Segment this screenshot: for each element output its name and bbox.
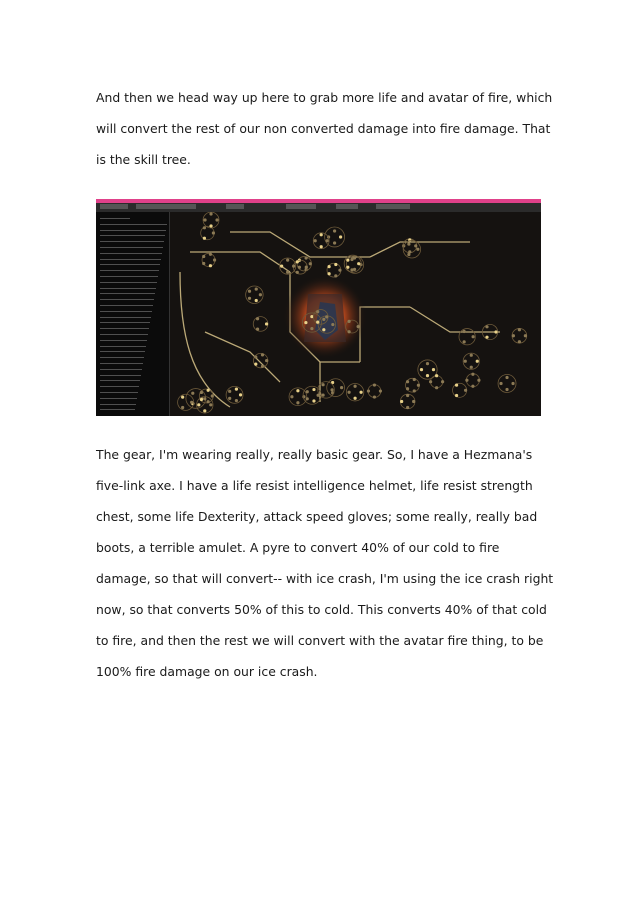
sidebar-stat-line [100,235,165,236]
sidebar-stat-line [100,299,154,300]
sidebar-stat-line [100,340,147,341]
sidebar-stat-line [100,375,141,376]
sidebar-stat-line [100,386,139,387]
sidebar-stat-line [100,322,150,323]
sidebar-stat-line [100,317,151,318]
sidebar-stat-line [100,404,136,405]
sidebar-stat-line [100,409,135,410]
sidebar-stat-line [100,293,155,294]
sidebar-stat-line [100,311,152,312]
sidebar-stat-line [100,346,146,347]
sidebar-stat-line [100,276,158,277]
sidebar-stat-line [100,392,138,393]
sidebar-stat-line [100,369,142,370]
sidebar-stat-line [100,241,164,242]
skill-tree-screenshot [96,199,541,416]
sidebar-stat-line [100,270,159,271]
paragraph-gear: The gear, I'm wearing really, really basic gear. So, I have a Hezmana's five-link axe. I have a life resist intelligence helmet, life resist strength chest, some life Dexterity, attack speed gloves; some really, really bad boots, a terrible amulet. A pyre to convert 40% of our cold to fire damage, so that will convert-- with ice crash, I'm using the ice crash right now, so that converts 50% of this to cold. This converts 40% of that cold to fire, and then the rest we will convert with the avatar fire thing, to be 100% fire damage on our ice crash. [96,447,554,679]
sidebar-stat-line [100,247,163,248]
sidebar-stat-line [100,282,157,283]
passive-skill-tree [170,212,541,416]
sidebar-stat-line [100,218,130,219]
paragraph-intro: And then we head way up here to grab more life and avatar of fire, which will convert the rest of our non converted damage into fire damage. That is the skill tree. [96,90,553,167]
sidebar-stat-line [100,253,162,254]
sidebar-stat-line [100,363,143,364]
sidebar-stat-line [100,224,167,225]
sidebar-stat-line [100,351,145,352]
sidebar-stat-line [100,259,161,260]
stats-sidebar [96,212,170,416]
sidebar-stat-line [100,398,137,399]
sidebar-stat-line [100,230,166,231]
sidebar-stat-line [100,264,160,265]
sidebar-stat-line [100,380,140,381]
sidebar-stat-line [100,328,149,329]
sidebar-stat-line [100,357,144,358]
sidebar-stat-line [100,288,156,289]
sidebar-stat-line [100,305,153,306]
sidebar-stat-line [100,334,148,335]
